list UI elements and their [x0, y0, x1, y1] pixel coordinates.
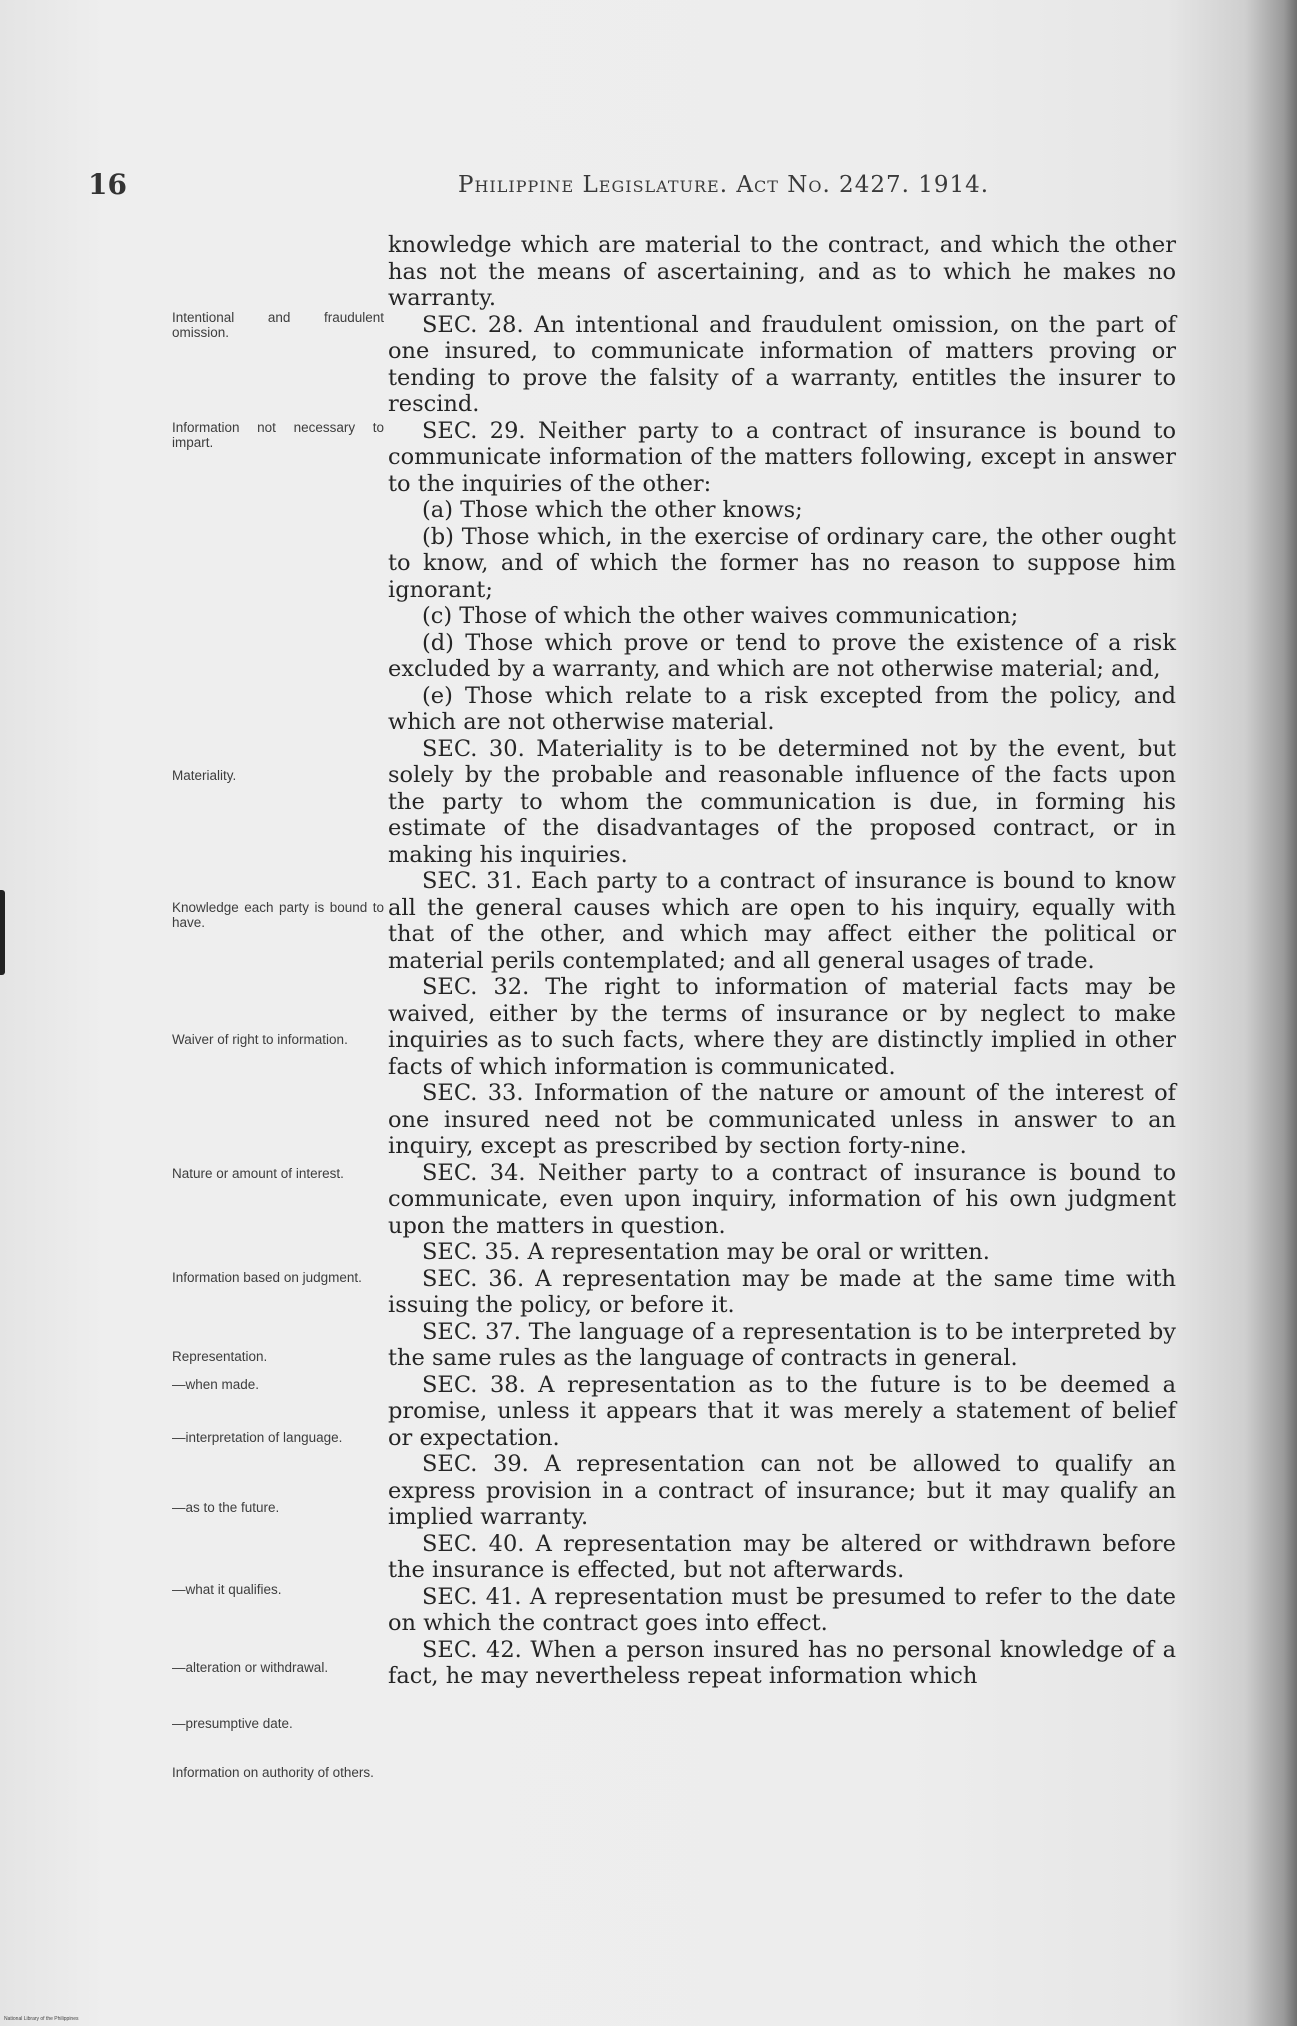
statute-body [388, 232, 1176, 1690]
sidenote-sec-28: Intentional and fraudulent omission. [172, 310, 384, 340]
section-29-item-d: (d) Those which prove or tend to prove the existence of a risk excluded by a warranty, and which are not otherwise material; and, [388, 629, 1176, 682]
page-number: 16 [88, 168, 127, 201]
section-29-item-b: (b) Those which, in the exercise of ordinary care, the other ought to know, and of which the former has no reason to suppose him ignorant; [388, 523, 1176, 603]
section-33: SEC. 33. Information of the nature or amount of the interest of one insured need not be communicated unless in answer to an inquiry, except as prescribed by section forty-nine. [388, 1080, 1176, 1159]
running-head: Philippine Legislature. Act No. 2427. 1914. [458, 172, 990, 198]
sidenote-sec-38: —as to the future. [172, 1500, 280, 1515]
sidenote-sec-32: Waiver of right to information. [172, 1032, 348, 1047]
sidenote-sec-37: —interpretation of language. [172, 1430, 343, 1445]
section-30: SEC. 30. Materiality is to be determined not by the event, but solely by the probable and reasonable influence of the facts upon the party to whom the communication is due, in forming his estimate of the disadvantages of the proposed contract, or in making his inquiries. [388, 735, 1176, 868]
section-29: SEC. 29. Neither party to a contract of insurance is bound to communicate information of the matters following, except in answer to the inquiries of the other: [388, 417, 1176, 497]
sidenote-sec-35: Representation. [172, 1349, 268, 1364]
section-37: SEC. 37. The language of a representation is to be interpreted by the same rules as the language of contracts in general. [388, 1318, 1176, 1371]
sidenote-sec-29: Information not necessary to impart. [172, 420, 384, 450]
section-39: SEC. 39. A representation can not be allowed to qualify an express provision in a contract of insurance; but it may qualify an implied warranty. [388, 1451, 1176, 1530]
continued-paragraph: knowledge which are material to the contract, and which the other has not the means of ascertaining, and as to which he makes no warranty. [388, 232, 1176, 311]
sidenote-sec-42: Information on authority of others. [172, 1765, 374, 1780]
sidenote-sec-31: Knowledge each party is bound to have. [172, 900, 384, 930]
sidenote-sec-41: —presumptive date. [172, 1716, 293, 1731]
scan-credit: National Library of the Philippines [4, 2016, 79, 2022]
sidenote-sec-36: —when made. [172, 1377, 260, 1392]
margin-notes [0, 0, 400, 2026]
section-40: SEC. 40. A representation may be altered or withdrawn before the insurance is effected, but not afterwards. [388, 1530, 1176, 1583]
sidenote-sec-39: —what it qualifies. [172, 1582, 282, 1597]
section-32: SEC. 32. The right to information of material facts may be waived, either by the terms of insurance or by neglect to make inquiries as to such facts, where they are distinctly implied in other facts of which information is communicated. [388, 974, 1176, 1080]
section-41: SEC. 41. A representation must be presumed to refer to the date on which the contract goes into effect. [388, 1583, 1176, 1636]
section-31: SEC. 31. Each party to a contract of insurance is bound to know all the general causes which are open to his inquiry, equally with that of the other, and which may affect either the political or material perils contemplated; and all general usages of trade. [388, 868, 1176, 974]
section-28: SEC. 28. An intentional and fraudulent omission, on the part of one insured, to communicate information of matters proving or tending to prove the falsity of a warranty, entitles the insurer to rescind. [388, 311, 1176, 417]
section-29-item-a: (a) Those which the other knows; [422, 497, 803, 523]
section-29-item-e: (e) Those which relate to a risk excepted from the policy, and which are not otherwise material. [388, 682, 1176, 735]
section-38: SEC. 38. A representation as to the future is to be deemed a promise, unless it appears that it was merely a statement of belief or expectation. [388, 1371, 1176, 1451]
sidenote-sec-40: —alteration or withdrawal. [172, 1660, 329, 1675]
sidenote-sec-34: Information based on judgment. [172, 1270, 362, 1285]
section-36: SEC. 36. A representation may be made at the same time with issuing the policy, or before it. [388, 1265, 1176, 1318]
sidenote-sec-33: Nature or amount of interest. [172, 1166, 344, 1181]
section-35: SEC. 35. A representation may be oral or written. [422, 1239, 990, 1265]
section-34: SEC. 34. Neither party to a contract of insurance is bound to communicate, even upon inquiry, information of his own judgment upon the matters in question. [388, 1159, 1176, 1239]
sidenote-sec-30: Materiality. [172, 768, 237, 783]
section-42: SEC. 42. When a person insured has no personal knowledge of a fact, he may nevertheless repeat information which [388, 1636, 1176, 1689]
section-29-item-c: (c) Those of which the other waives communication; [422, 603, 1019, 629]
